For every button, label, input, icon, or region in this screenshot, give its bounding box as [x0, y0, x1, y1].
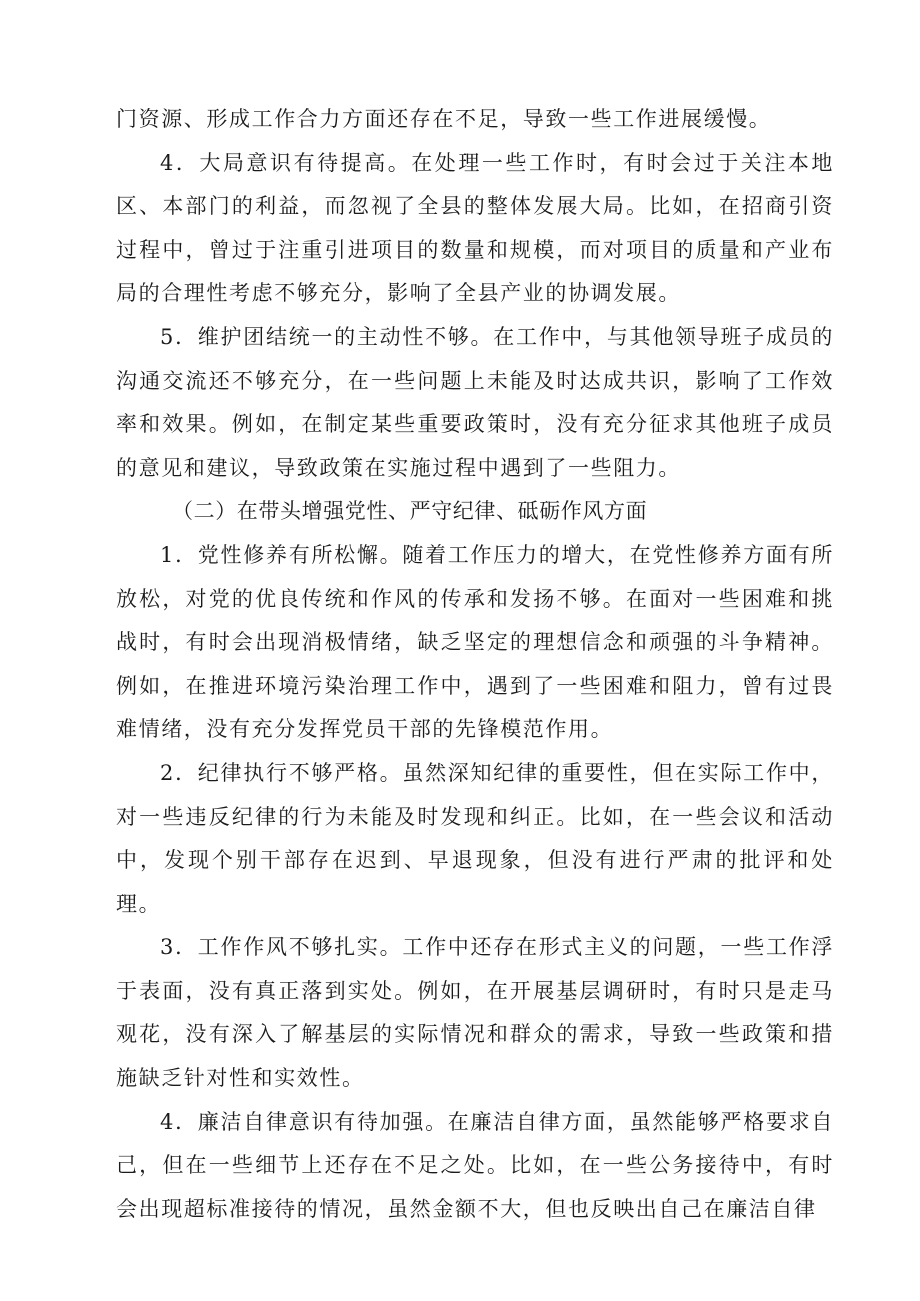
section-heading-2: （二）在带头增强党性、严守纪律、砥砺作风方面: [172, 499, 648, 524]
paragraph-item-3-work-style: 3．工作作风不够扎实。工作中还存在形式主义的问题，一些工作浮于表面，没有真正落到实处。例如，在开展基层调研时，有时只是走马观花，没有深入了解基层的实际情况和群众的需求，导致一些政策和措施缺乏针对性和实效性。: [116, 935, 834, 1091]
paragraph-item-4-overall-awareness: 4．大局意识有待提高。在处理一些工作时，有时会过于关注本地区、本部门的利益，而忽视了全县的整体发展大局。比如，在招商引资过程中，曾过于注重引进项目的数量和规模，而对项目的质量和产业布局的合理性考虑不够充分，影响了全县产业的协调发展。: [116, 150, 834, 306]
paragraph-continuation: 门资源、形成工作合力方面还存在不足，导致一些工作进展缓慢。: [116, 107, 772, 131]
document-body: [116, 98, 834, 1231]
paragraph-item-4-integrity: 4．廉洁自律意识有待加强。在廉洁自律方面，虽然能够严格要求自己，但在一些细节上还存在不足之处。比如，在一些公务接待中，有时会出现超标准接待的情况，虽然金额不大，但也反映出自己在廉洁自律: [116, 1109, 834, 1221]
paragraph-item-1-party-spirit: 1．党性修养有所松懈。随着工作压力的增大，在党性修养方面有所放松，对党的优良传统和作风的传承和发扬不够。在面对一些困难和挑战时，有时会出现消极情绪，缺乏坚定的理想信念和顽强的斗争精神。例如，在推进环境污染治理工作中，遇到了一些困难和阻力，曾有过畏难情绪，没有充分发挥党员干部的先锋模范作用。: [116, 542, 834, 742]
paragraph-item-2-discipline: 2．纪律执行不够严格。虽然深知纪律的重要性，但在实际工作中，对一些违反纪律的行为未能及时发现和纠正。比如，在一些会议和活动中，发现个别干部存在迟到、早退现象，但没有进行严肃的批评和处理。: [116, 760, 834, 916]
paragraph-item-5-unity: 5．维护团结统一的主动性不够。在工作中，与其他领导班子成员的沟通交流还不够充分，在一些问题上未能及时达成共识，影响了工作效率和效果。例如，在制定某些重要政策时，没有充分征求其他班子成员的意见和建议，导致政策在实施过程中遇到了一些阻力。: [116, 324, 834, 480]
